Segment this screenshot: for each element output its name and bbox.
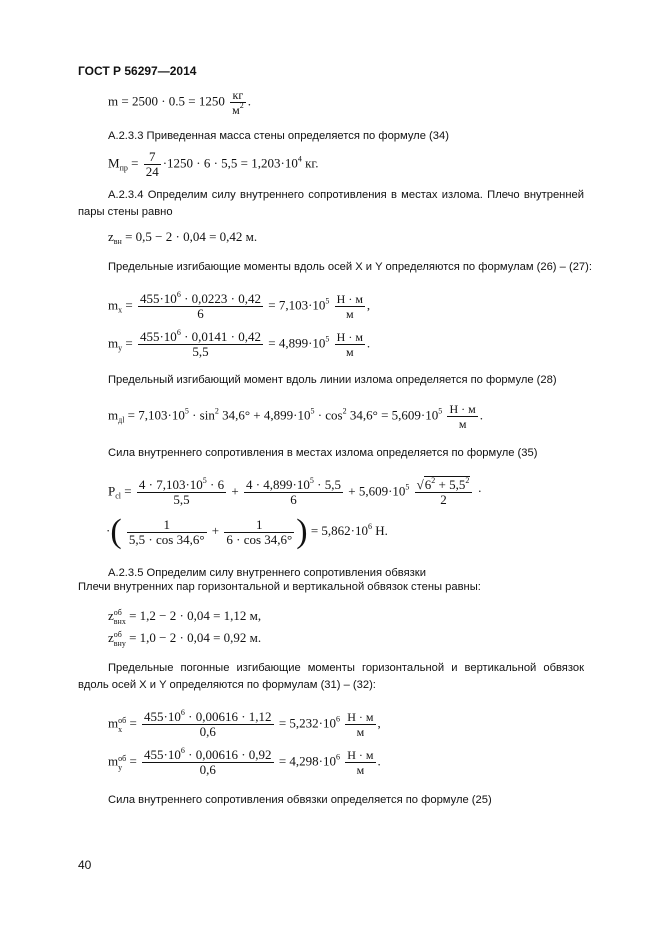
paragraph-binding: Сила внутреннего сопротивления обвязки определяется по формуле (25) xyxy=(108,794,492,806)
paragraph-arms: Плечи внутренних пар горизонтальной и вертикальной обвязок стены равны: xyxy=(78,581,481,593)
formula-rhs: ·1250 · 6 · 5,5 = 1,203·10 xyxy=(162,155,298,171)
paragraph-linear: Предельные погонные изгибающие моменты горизонтальной и вертикальной обвязок вдоль осей X и Y определяются по формулам (31) – (32): xyxy=(78,662,584,691)
fraction-1: $\frac{4 \cdot 7,103\cdot 10^5 \cdot 6}{5,5}$ xyxy=(138,476,225,507)
paragraph-moment-line: Предельный изгибающий момент вдоль линии излома определяется по формуле (28) xyxy=(108,374,557,386)
formula-mass xyxy=(108,88,251,117)
unit: кг. xyxy=(305,155,319,171)
unit-fraction: $\frac{Н \cdot м}{м}$ xyxy=(336,330,363,359)
formula-rhs: = 0,5 − 2 · 0,04 = 0,42 м. xyxy=(125,229,258,244)
document-header: ГОСТ Р 56297—2014 xyxy=(78,64,197,78)
symbol: z xyxy=(108,229,114,244)
fraction-3: $\frac{√6^2 + 5,5^2}{2}$ xyxy=(415,478,473,507)
formula-my-binding: m об y = $\frac{455\cdot 10^6 \cdot 0,00616 \cdot 0,92}{0,6}$ = $4,298\cdot 10^6$ $\frac{Н \cdot м}{м}$ . xyxy=(108,746,381,777)
formula-mx-binding: m об x = $\frac{455\cdot 10^6 \cdot 0,00616 \cdot 1,12}{0,6}$ = $5,232\cdot 10^6$ $\frac{Н \cdot м}{м}$ , xyxy=(108,708,381,739)
subscript: вн xyxy=(113,237,122,246)
unit-fraction: $\frac{Н \cdot м}{м}$ xyxy=(449,402,476,431)
fraction-4: $\frac{1}{5,5 \cdot \cos 34,6^\circ}$ xyxy=(128,516,205,547)
paragraph-a235: А.2.3.5 Определим силу внутреннего сопротивления обвязки xyxy=(108,567,426,579)
unit-numerator: кг xyxy=(230,88,246,103)
left-paren: ( xyxy=(110,513,122,550)
formula-my: $m_y$ = $\frac{455\cdot 10^6 \cdot 0,0141 \cdot 0,42}{5,5}$ = $4,899\cdot 10^5$ $\frac{Н \cdot м}{м}$ . xyxy=(108,328,371,359)
fraction: $\frac{455\cdot 10^6 \cdot 0,00616 \cdot 0,92}{0,6}$ xyxy=(144,746,272,777)
formula-arm xyxy=(108,229,257,245)
paragraph-force: Сила внутреннего сопротивления в местах излома определяется по формуле (35) xyxy=(108,447,538,459)
fraction xyxy=(144,150,161,179)
formula-mx: $m_x$ = $\frac{455\cdot 10^6 \cdot 0,0223 \cdot 0,42}{6}$ = $7,103\cdot 10^5$ $\frac{Н \cdot м}{м}$ , xyxy=(108,290,371,321)
denominator: 24 xyxy=(145,164,159,179)
symbol: M xyxy=(108,155,120,171)
unit-fraction: $\frac{Н \cdot м}{м}$ xyxy=(347,710,374,739)
formula-P-line2: ·( $\frac{1}{5,5 \cdot \cos 34,6^\circ}$ + $\frac{1}{6 \cdot \cos 34,6^\circ}$ ) = $5,862\cdot 10^6$ Н. xyxy=(106,513,388,550)
formula-reduced-mass xyxy=(108,150,319,179)
fraction-5: $\frac{1}{6 \cdot \cos 34,6^\circ}$ xyxy=(226,516,293,547)
formula-zy: z об вну = 1,0 − 2 · 0,04 = 0,92 м. xyxy=(108,630,262,649)
formula-mdl: $m_{дl} = 7,103\cdot 10^5 \cdot \sin^2 34,6^\circ + 4,899\cdot 10^5 \cdot \cos^2 34,6^\circ = 5,609\cdot 10^5$ $\frac{Н \cdot м}{м}$ . xyxy=(108,402,483,431)
numerator: 7 xyxy=(144,150,161,165)
equals: = xyxy=(131,155,139,171)
formula-end: . xyxy=(247,93,251,109)
formula-lhs: m = 2500 · 0.5 = 1250 xyxy=(108,93,225,109)
unit-fraction: $\frac{Н \cdot м}{м}$ xyxy=(347,748,374,777)
paragraph-a234: А.2.3.4 Определим силу внутреннего сопротивления в местах излома. Плечо внутренней пары стены равно xyxy=(78,189,584,218)
formula-P-line1: $P_{cl}$ = $\frac{4 \cdot 7,103\cdot 10^5 \cdot 6}{5,5}$ + $\frac{4 \cdot 4,899\cdot 10^5 \cdot 5,5}{6}$ + $5,609\cdot 10^5$ $\frac{√6^2 + 5,5^2}{2}$ · xyxy=(108,476,482,507)
exponent: 4 xyxy=(297,154,302,164)
unit-denominator: $м^2$ xyxy=(232,101,244,117)
formula-zx: z об внх = 1,2 − 2 · 0,04 = 1,12 м, xyxy=(108,608,262,627)
fraction-2: $\frac{4 \cdot 4,899\cdot 10^5 \cdot 5,5}{6}$ xyxy=(245,476,341,507)
page-number: 40 xyxy=(78,858,92,872)
fraction: $\frac{455\cdot 10^6 \cdot 0,0223 \cdot 0,42}{6}$ xyxy=(139,290,261,321)
fraction: $\frac{455\cdot 10^6 \cdot 0,00616 \cdot 1,12}{0,6}$ xyxy=(144,708,272,739)
unit-fraction: $\frac{Н \cdot м}{м}$ xyxy=(336,292,363,321)
paragraph-a233: А.2.3.3 Приведенная масса стены определяется по формуле (34) xyxy=(108,130,449,142)
right-paren: ) xyxy=(296,513,308,550)
unit-fraction xyxy=(230,88,246,117)
paragraph-moments: Предельные изгибающие моменты вдоль осей X и Y определяются по формулам (26) – (27): xyxy=(108,261,592,273)
subscript: пр xyxy=(119,163,128,173)
fraction: $\frac{455\cdot 10^6 \cdot 0,0141 \cdot 0,42}{5,5}$ xyxy=(139,328,261,359)
